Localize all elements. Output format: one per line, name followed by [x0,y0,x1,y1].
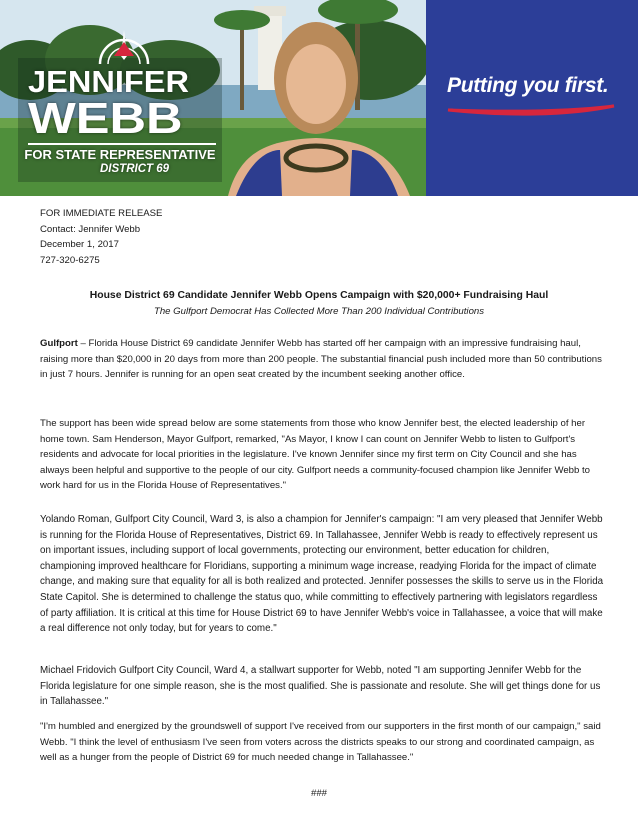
campaign-slogan: Putting you first. [447,74,609,97]
headline: House District 69 Candidate Jennifer Webb Opens Campaign with $20,000+ Fundraising Haul [89,290,549,301]
paragraph-ward3-quote: Yolando Roman, Gulfport City Council, Ward 3, is also a champion for Jennifer's campaign: "I am very pleased that Jennifer Webb is running for the Florida House of Representatives, District 69. In Tallahassee, Jennifer Webb is ready to effectively represent us on important issues, including support of local governments, protecting our environment, better education for children, championing improved healthcare for Floridians, supporting a minimum wage increase, readying Florida for the impact of climate change, and making sure that equality for all is both realized and protected. Jennifer possesses the skills to serve us in the Florida State Capitol. She is determined to challenge the status quo, while committing to effectively partnering with legislators regardless of party affiliation. It is critical at this time for House District 69 to have Jennifer Webb's voice in Tallahassee, a voice that will make a real difference not only today, but for years to come." [40,514,604,635]
release-contact: Contact: Jennifer Webb [40,223,141,235]
subheadline: The Gulfport Democrat Has Collected More Than 200 Individual Contributions [153,306,485,317]
release-meta [40,206,162,268]
candidate-last-name: WEBB [28,94,183,143]
candidate-photo [0,0,426,196]
campaign-banner [0,0,638,196]
release-date: December 1, 2017 [40,239,119,250]
logo-divider [28,143,216,145]
swoosh-icon [446,104,616,118]
paragraph-intro [40,336,602,383]
paragraph-candidate-quote: "I'm humbled and energized by the groundswell of support I've received from our supporters in the first month of our campaign," said Webb. "I think the level of enthusiasm I've seen from voters across the districts speaks to our strong and coordinated campaign, as well as a hunger from the people of District 69 for much needed change in Tallahassee." [40,721,601,764]
release-label: FOR IMMEDIATE RELEASE [40,208,163,219]
paragraph-ward4-quote: Michael Fridovich Gulfport City Council, Ward 4, a stallwart supporter for Webb, noted "I am supporting Jennifer Webb for the Florida legislature for one simple reason, she is the most qualified. She is passionate and resolute. She will get things done for us in Tallahassee." [40,665,601,708]
candidate-first-name: JENNIFER [28,64,189,99]
compass-rose-icon [94,26,154,66]
dateline: Gulfport [40,338,78,349]
paragraph-intro-text: – Florida House District 69 candidate Jennifer Webb has started off her campaign with an impressive fundraising haul, raising more than $20,000 in 20 days from more than 200 people. The substantial financial push included more than 50 contributions in just 7 hours. Jennifer is running for an open seat created by the incumbent seeking another office. [40,338,602,381]
end-mark: ### [310,788,327,799]
release-phone: 727-320-6275 [40,254,100,266]
office-title: FOR STATE REPRESENTATIVE [24,147,216,162]
slogan-panel [426,0,638,196]
paragraph-mayor-quote: The support has been wide spread below are some statements from those who know Jennifer best, the elected leadership of her home town. Sam Henderson, Mayor Gulfport, remarked, "As Mayor, I know I can count on Jennifer Webb to listen to Gulfport's residents and advocate for local priorities in the legislature. I've known Jennifer since my first term on City Council and she has always been helpful and supportive to the people of our city. Gulfport needs a community-focused champion like Jennifer Webb to work hard for us in the Florida House of Representatives." [40,418,591,492]
district-label: DISTRICT 69 [100,163,170,175]
